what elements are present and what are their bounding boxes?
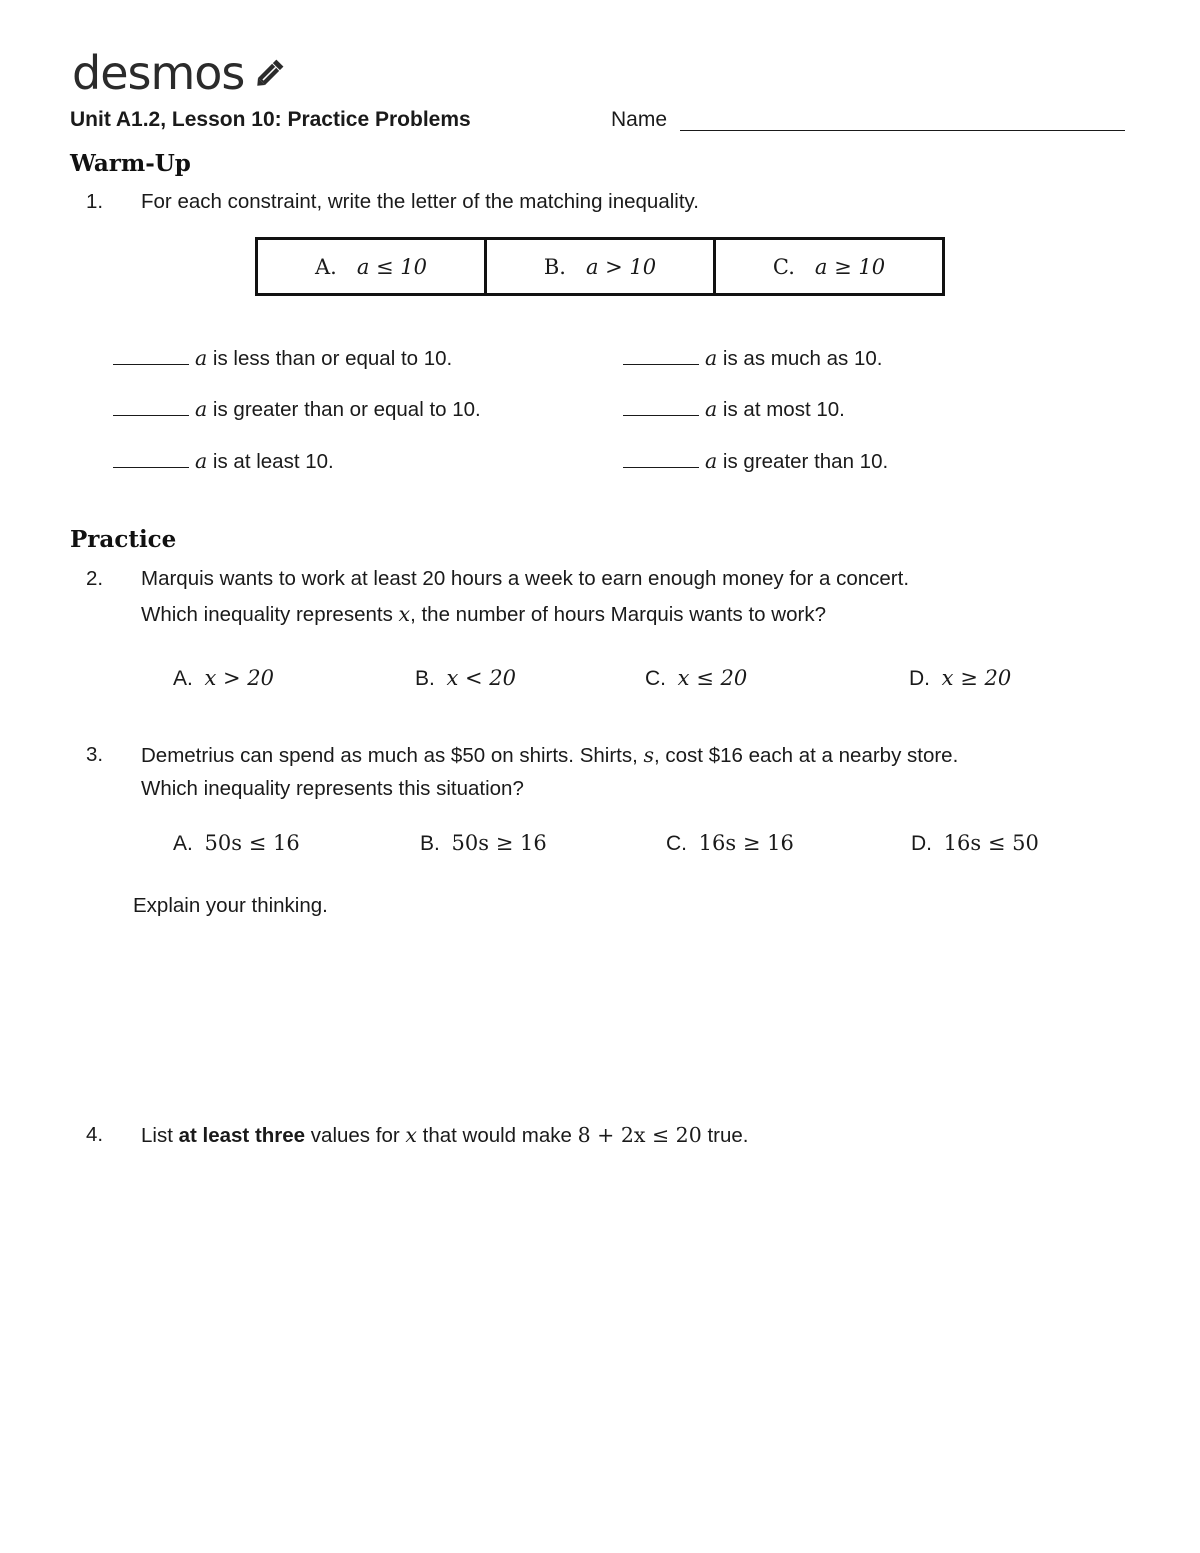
q1-choice-b: [486, 239, 715, 295]
desmos-logo: [72, 46, 288, 100]
answer-blank[interactable]: [623, 397, 699, 416]
q3-option-a[interactable]: A. 50s ≤ 16: [173, 831, 300, 855]
choice-expr: a ≤ 10: [356, 254, 428, 279]
q3-option-d[interactable]: D. 16s ≤ 50: [911, 831, 1039, 855]
logo-text: desmos: [72, 46, 245, 100]
warmup-heading: Warm-Up: [70, 150, 191, 177]
q3-explain-prompt: Explain your thinking.: [133, 894, 328, 917]
choice-letter: C.: [772, 254, 795, 279]
q2-line1: Marquis wants to work at least 20 hours a week to earn enough money for a concert.: [141, 567, 910, 590]
choice-letter: A.: [314, 254, 337, 279]
statement-row: a is less than or equal to 10.: [113, 346, 452, 371]
answer-blank[interactable]: [623, 449, 699, 468]
q4-prompt: List at least three values for x that would make 8 + 2x ≤ 20 true.: [141, 1123, 749, 1147]
q1-prompt: For each constraint, write the letter of the matching inequality.: [141, 190, 699, 213]
q3-line2: Which inequality represents this situation?: [141, 777, 524, 800]
statement-row: a is at least 10.: [113, 449, 334, 474]
q3-number: 3.: [86, 743, 104, 766]
choice-expr: a ≥ 10: [814, 254, 886, 279]
q1-choice-a: [257, 239, 486, 295]
q2-option-c[interactable]: C. x ≤ 20: [645, 666, 748, 690]
q3-option-b[interactable]: B. 50s ≥ 16: [420, 831, 547, 855]
choice-expr: a > 10: [585, 254, 657, 279]
page-title: Unit A1.2, Lesson 10: Practice Problems: [70, 108, 471, 131]
q2-number: 2.: [86, 567, 104, 590]
q1-number: 1.: [86, 190, 104, 213]
pencil-icon: [252, 55, 288, 91]
answer-blank[interactable]: [113, 346, 189, 365]
answer-blank[interactable]: [113, 449, 189, 468]
q2-line2: Which inequality represents x, the number of hours Marquis wants to work?: [141, 602, 826, 626]
name-field-line[interactable]: [680, 130, 1125, 131]
statement-row: a is greater than or equal to 10.: [113, 397, 481, 422]
q1-choices-table: [255, 237, 945, 296]
q2-option-a[interactable]: A. x > 20: [173, 666, 275, 690]
name-label: Name: [611, 108, 668, 131]
statement-row: a is as much as 10.: [623, 346, 882, 371]
practice-heading: Practice: [70, 526, 177, 553]
q3-option-c[interactable]: C. 16s ≥ 16: [666, 831, 794, 855]
q3-line1: Demetrius can spend as much as $50 on shirts. Shirts, s, cost $16 each at a nearby store.: [141, 743, 959, 767]
q4-number: 4.: [86, 1123, 104, 1146]
answer-blank[interactable]: [623, 346, 699, 365]
q2-option-b[interactable]: B. x < 20: [415, 666, 517, 690]
q2-option-d[interactable]: D. x ≥ 20: [909, 666, 1012, 690]
statement-row: a is greater than 10.: [623, 449, 888, 474]
statement-row: a is at most 10.: [623, 397, 845, 422]
q1-choice-c: [715, 239, 944, 295]
choice-letter: B.: [543, 254, 566, 279]
answer-blank[interactable]: [113, 397, 189, 416]
